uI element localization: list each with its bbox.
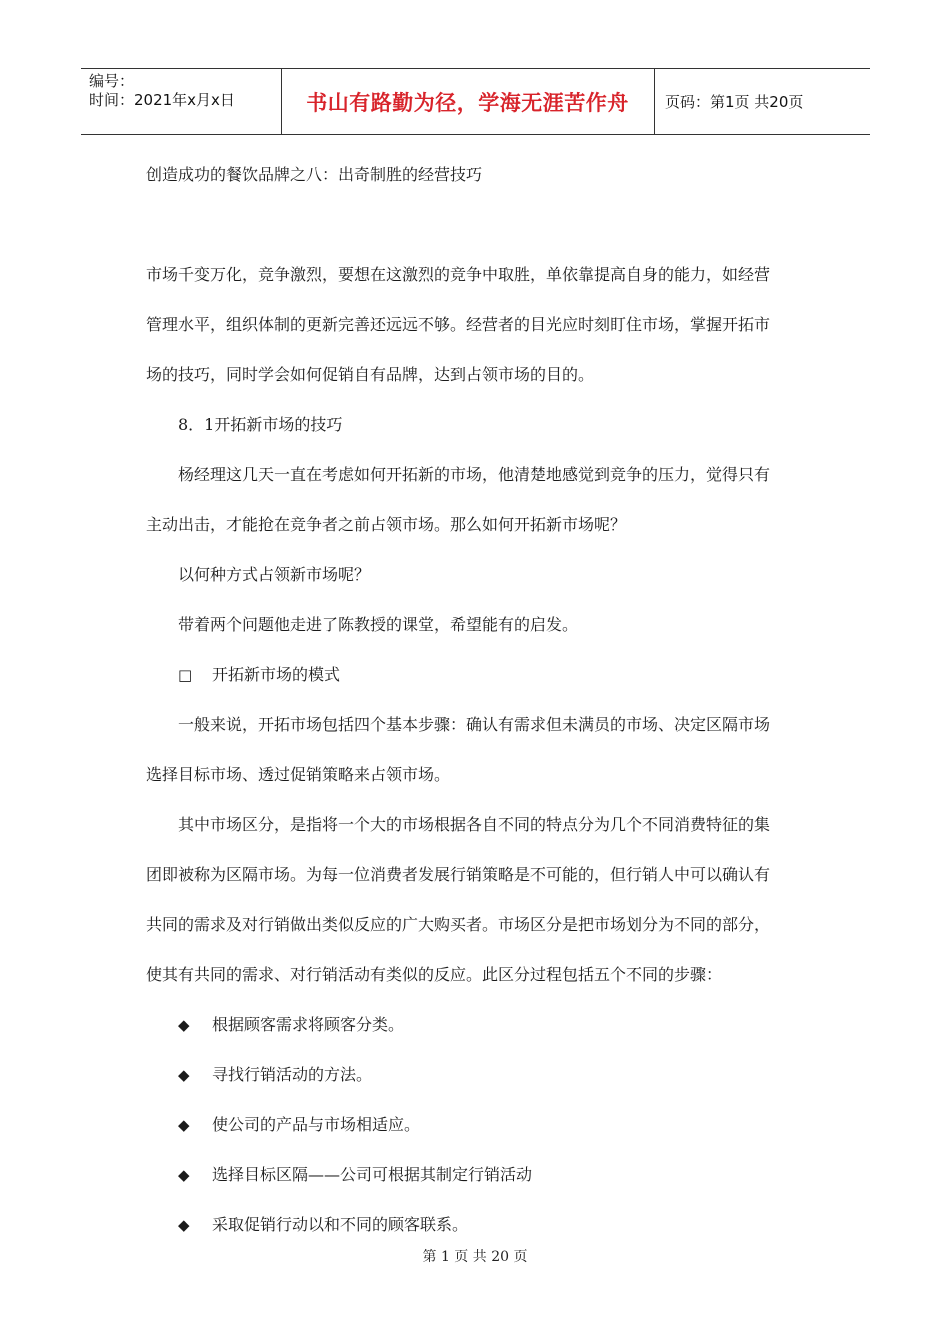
segment-line-4: 使其有共同的需求、对行销活动有类似的反应。此区分过程包括五个不同的步骤： <box>146 965 723 984</box>
header-motto: 书山有路勤为径，学海无涯苦作舟 <box>306 90 629 115</box>
diamond-bullet-icon: ◆ <box>178 1066 190 1084</box>
document-header <box>81 68 870 135</box>
document-title: 创造成功的餐饮品牌之八：出奇制胜的经营技巧 <box>146 165 483 184</box>
list-item-text: 使公司的产品与市场相适应。 <box>212 1115 421 1134</box>
list-item-text: 根据顾客需求将顾客分类。 <box>212 1015 405 1034</box>
section-heading: 8．1开拓新市场的技巧 <box>178 415 343 434</box>
list-item <box>178 1062 372 1085</box>
intro-line-2: 管理水平，组织体制的更新完善还远远不够。经营者的目光应时刻盯住市场，掌握开拓市 <box>146 315 771 334</box>
segment-line-1: 其中市场区分，是指将一个大的市场根据各自不同的特点分为几个不同消费特征的集 <box>178 815 771 834</box>
steps-line-2: 选择目标市场、透过促销策略来占领市场。 <box>146 765 451 784</box>
question-line: 以何种方式占领新市场呢？ <box>178 565 371 584</box>
intro-line-1: 市场千变万化，竞争激烈，要想在这激烈的竞争中取胜，单依靠提高自身的能力，如经营 <box>146 265 771 284</box>
checkbox-square-icon: □ <box>178 666 193 684</box>
header-page-info: 页码：第1页 共20页 <box>665 93 804 111</box>
segment-line-3: 共同的需求及对行销做出类似反应的广大购买者。市场区分是把市场划分为不同的部分， <box>146 915 771 934</box>
number-label: 编号： <box>89 72 135 90</box>
list-item <box>178 1012 404 1035</box>
list-item-text: 采取促销行动以和不同的顾客联系。 <box>212 1215 469 1234</box>
page-footer: 第 1 页 共 20 页 <box>422 1249 528 1265</box>
date-label: 时间：2021年x月x日 <box>89 91 235 109</box>
segment-line-2: 团即被称为区隔市场。为每一位消费者发展行销策略是不可能的，但行销人中可以确认有 <box>146 865 771 884</box>
steps-line-1: 一般来说，开拓市场包括四个基本步骤：确认有需求但未满员的市场、决定区隔市场 <box>178 715 771 734</box>
list-item <box>178 1112 420 1135</box>
diamond-bullet-icon: ◆ <box>178 1016 190 1034</box>
subsection-heading <box>178 662 340 685</box>
diamond-bullet-icon: ◆ <box>178 1166 190 1184</box>
class-line: 带着两个问题他走进了陈教授的课堂，希望能有的启发。 <box>178 615 579 634</box>
list-item-text: 寻找行销活动的方法。 <box>212 1065 373 1084</box>
list-item <box>178 1212 468 1235</box>
list-item-text: 选择目标区隔——公司可根据其制定行销活动 <box>212 1165 533 1184</box>
story-line-2: 主动出击，才能抢在竞争者之前占领市场。那么如何开拓新市场呢？ <box>146 515 627 534</box>
diamond-bullet-icon: ◆ <box>178 1116 190 1134</box>
header-meta <box>81 69 281 134</box>
subsection-label: 开拓新市场的模式 <box>212 665 341 684</box>
story-line-1: 杨经理这几天一直在考虑如何开拓新的市场，他清楚地感觉到竞争的压力，觉得只有 <box>178 465 771 484</box>
list-item <box>178 1162 532 1185</box>
intro-line-3: 场的技巧，同时学会如何促销自有品牌，达到占领市场的目的。 <box>146 365 595 384</box>
diamond-bullet-icon: ◆ <box>178 1216 190 1234</box>
